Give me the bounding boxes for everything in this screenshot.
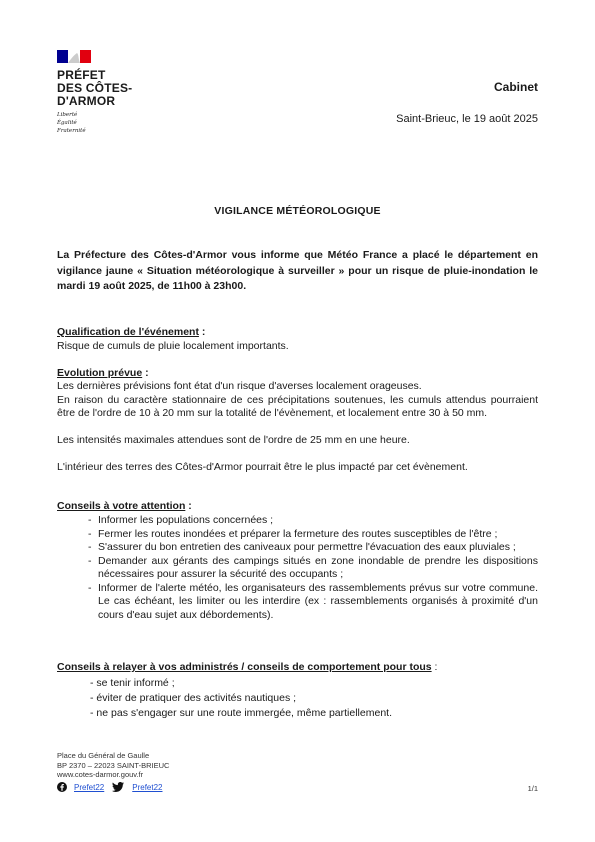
devise-line: Fraternité <box>57 128 86 134</box>
list-dash: - <box>88 541 92 553</box>
facebook-icon <box>57 782 67 792</box>
service-name: Cabinet <box>493 80 538 94</box>
qualification-heading-label: Qualification de l'événement <box>57 326 199 338</box>
evolution-text <box>57 380 538 475</box>
evolution-paragraph: L'intérieur des terres des Côtes-d'Armor pourrait être le plus impacté par cet évènement. <box>57 461 468 473</box>
intro-paragraph: La Préfecture des Côtes-d'Armor vous informe que Météo France a placé le département en vigilance jaune « Situation météorologique à surveiller » pour un risque de pluie-inondation le mardi 19 août 2025, de 11h00 à 23h00. <box>57 249 538 292</box>
list-item: - éviter de pratiquer des activités nautiques ; <box>90 692 297 704</box>
prefet-line: PRÉFET <box>57 68 106 82</box>
conseils-heading <box>57 500 192 514</box>
relayer-heading <box>57 661 437 675</box>
evolution-paragraph: Les intensités maximales attendues sont de l'ordre de 25 mm en une heure. <box>57 434 410 446</box>
evolution-heading-suffix: : <box>142 367 149 379</box>
list-item-text: Informer de l'alerte météo, les organisateurs des rassemblements prévus sur votre commune. Le cas échéant, les limiter ou les interdire (ex : rassemblements organisés à proximité d'un cours d'eau sujet aux débordements). <box>98 581 538 621</box>
social-links <box>57 782 163 792</box>
footer-address <box>57 751 169 780</box>
list-dash: - <box>88 514 92 526</box>
list-item-text: S'assurer du bon entretien des caniveaux pour permettre l'évacuation des eaux pluviales ; <box>98 541 516 553</box>
devise-line: Égalité <box>57 120 77 126</box>
relayer-heading-suffix: : <box>431 661 438 673</box>
list-item <box>88 514 538 528</box>
devise <box>57 111 86 135</box>
prefet-title <box>57 69 132 108</box>
devise-line: Liberté <box>57 112 78 118</box>
list-item-text: Fermer les routes inondées et préparer la fermeture des routes susceptibles de l'être ; <box>98 527 498 540</box>
place-date: Saint-Brieuc, le 19 août 2025 <box>396 113 538 125</box>
page-number: 1/1 <box>527 784 538 793</box>
list-dash: - <box>88 581 92 594</box>
evolution-paragraph: Les dernières prévisions font état d'un risque d'averses localement orageuses. <box>57 380 422 392</box>
list-dash: - <box>88 527 92 540</box>
conseils-heading-label: Conseils à votre attention <box>57 500 186 512</box>
list-item: - ne pas s'engager sur une route immergée, même partiellement. <box>90 707 392 719</box>
list-item <box>88 555 538 582</box>
qualification-text: Risque de cumuls de pluie localement importants. <box>57 340 289 352</box>
relayer-heading-label: Conseils à relayer à vos administrés / conseils de comportement pour tous <box>57 661 432 673</box>
evolution-heading-label: Evolution prévue <box>57 367 143 379</box>
list-item-text: Demander aux gérants des campings situés en zone inondable de prendre les dispositions nécessaires pour assurer la sécurité des occupants ; <box>98 554 538 580</box>
facebook-link[interactable]: Prefet22 <box>74 782 105 792</box>
list-item-text: Informer les populations concernées ; <box>98 514 274 526</box>
footer-website: www.cotes-darmor.gouv.fr <box>57 770 144 779</box>
list-item <box>88 541 538 555</box>
prefet-line: D'ARMOR <box>57 94 116 108</box>
twitter-icon <box>112 782 124 792</box>
document-title: VIGILANCE MÉTÉOROLOGIQUE <box>214 205 381 217</box>
prefet-line: DES CÔTES- <box>57 81 133 95</box>
list-dash: - <box>88 554 92 567</box>
relayer-list <box>90 676 392 721</box>
marianne-flag-logo <box>57 50 91 63</box>
qualification-heading-suffix: : <box>198 326 206 338</box>
conseils-heading-suffix: : <box>185 500 192 512</box>
conseils-list <box>88 514 538 622</box>
qualification-heading <box>57 326 205 340</box>
list-item <box>88 528 538 542</box>
twitter-link[interactable]: Prefet22 <box>132 782 163 792</box>
footer-line: Place du Général de Gaulle <box>57 751 150 760</box>
list-item <box>88 582 538 623</box>
evolution-heading <box>57 367 149 381</box>
footer-line: BP 2370 – 22023 SAINT-BRIEUC <box>57 760 170 770</box>
evolution-paragraph: En raison du caractère stationnaire de ces précipitations soutenues, les cumuls attendus pourraient être de l'ordre de 10 à 20 mm sur la totalité de l'évènement, et localement entre 30 à 50 mm. <box>57 393 538 419</box>
list-item: - se tenir informé ; <box>90 677 175 689</box>
